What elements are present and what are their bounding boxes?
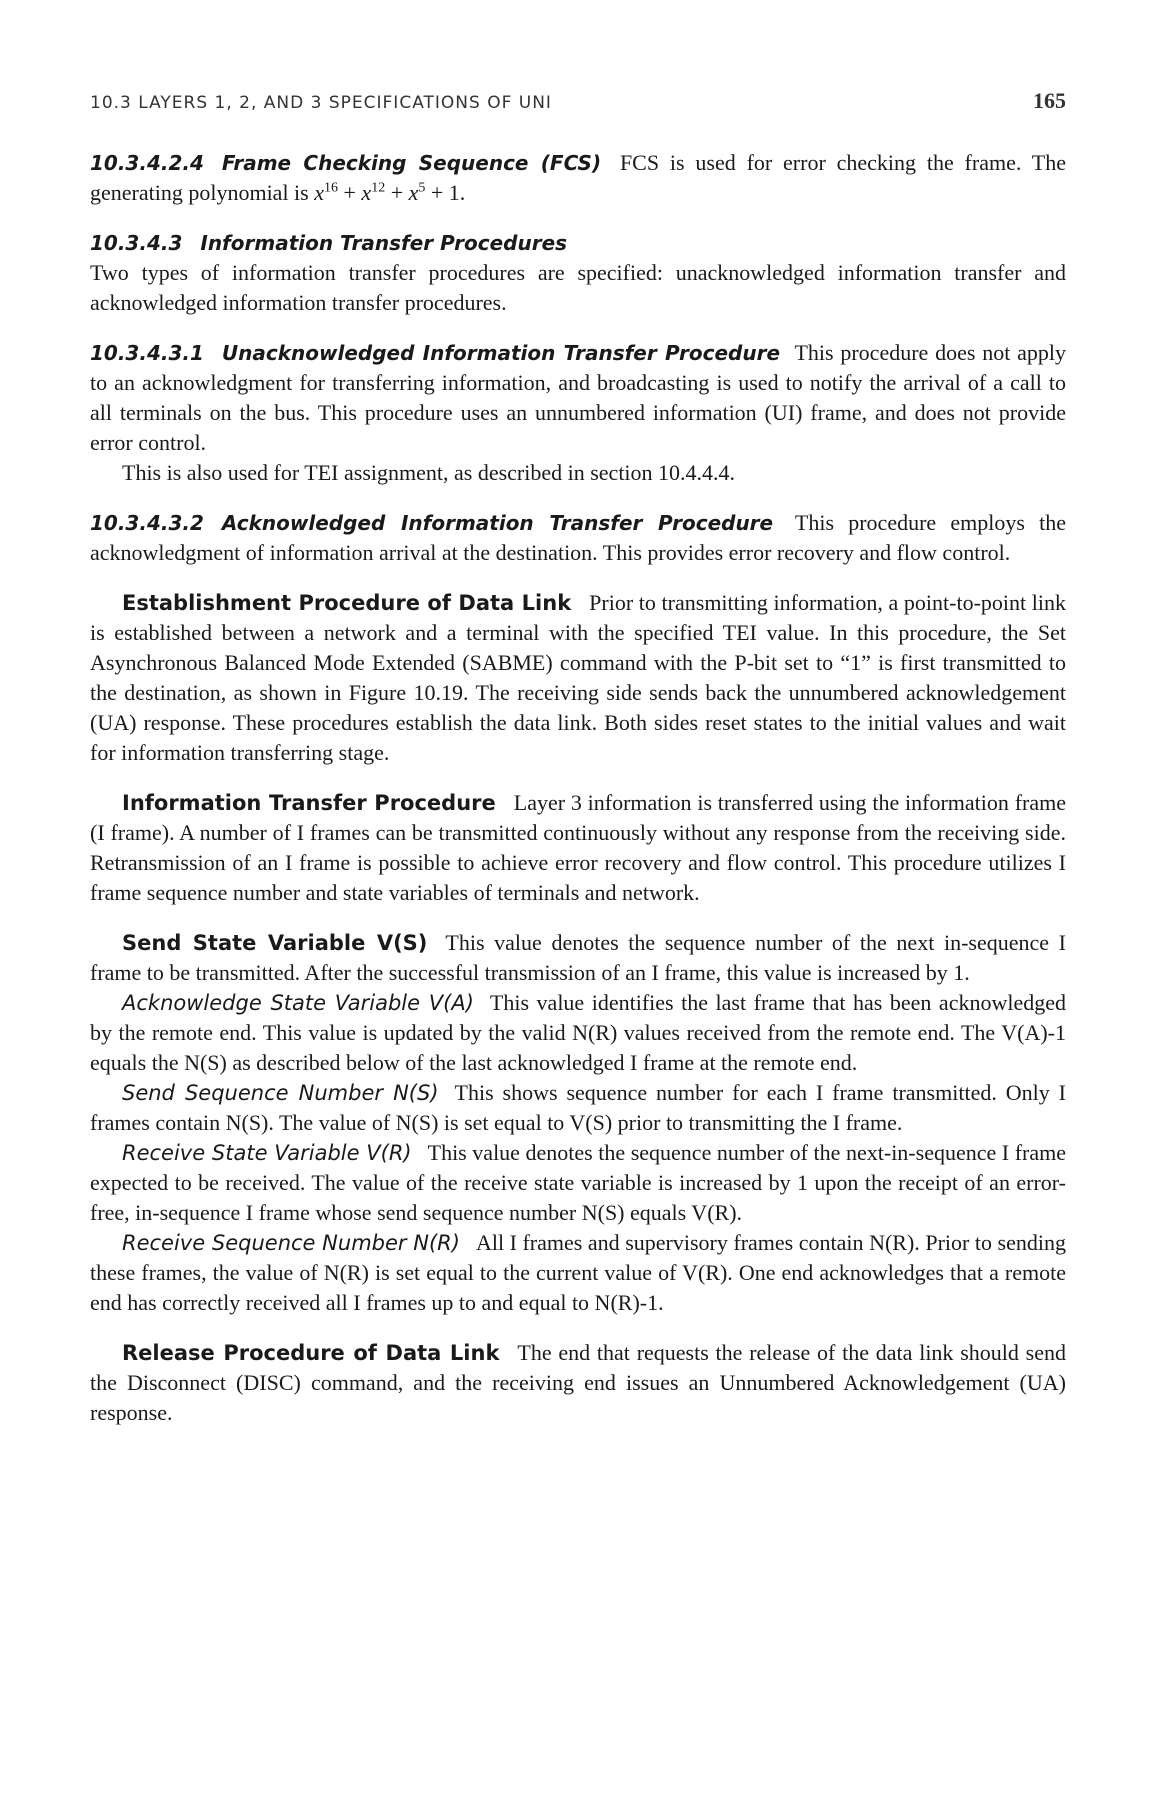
para-info-transfer — [90, 788, 1066, 908]
poly-plus: + — [338, 180, 362, 205]
para-text: The end that requests the release of the data link should send the Disconnect (DISC) command, and the receiving end issues an Unnumbered Acknowledgement (UA) response. — [90, 1340, 1066, 1425]
poly-x: x — [314, 180, 324, 205]
section-number: 10.3.4.3 — [90, 231, 183, 255]
page-number: 165 — [1033, 88, 1066, 113]
section-title: Information Transfer Procedures — [200, 231, 568, 255]
para-text: Layer 3 information is transferred using the information frame (I frame). A number of I frames can be transmitted continuously without any response from the receiving side. Retransmission of an I frame is possible to achieve error recovery and flow control. This procedure utilizes I frame sequence number and state variables of terminals and network. — [90, 790, 1066, 905]
poly-plus: + — [385, 180, 409, 205]
para-recv-state — [90, 1138, 1066, 1228]
section-number: 10.3.4.2.4 — [90, 151, 204, 175]
run-in-heading: Send Sequence Number N(S) — [122, 1081, 439, 1105]
para-text: This procedure does not apply to an acknowledgment for transferring information, and broadcasting is used to notify the arrival of a call to all terminals on the bus. This procedure uses an unnumbered information (UI) frame, and does not provide error control. — [90, 340, 1066, 455]
para-text: This value denotes the sequence number of the next in-sequence I frame to be transmitted. After the successful transmission of an I frame, this value is increased by 1. — [90, 930, 1066, 985]
run-in-heading: Send State Variable V(S) — [122, 931, 428, 955]
para-send-seq — [90, 1078, 1066, 1138]
para-uitp — [90, 338, 1066, 458]
section-number: 10.3.4.3.1 — [90, 341, 204, 365]
para-text: This procedure employs the acknowledgment of information arrival at the destination. This provides error recovery and flow control. — [90, 510, 1066, 565]
page-body — [90, 148, 1066, 1428]
section-header: 10.3 LAYERS 1, 2, AND 3 SPECIFICATIONS OF UNI — [90, 93, 552, 113]
para-ack-state — [90, 988, 1066, 1078]
poly-x: x — [361, 180, 372, 205]
para-send-state — [90, 928, 1066, 988]
para-fcs — [90, 148, 1066, 208]
para-recv-seq — [90, 1228, 1066, 1318]
para-text: This value denotes the sequence number of the next-in-sequence I frame expected to be received. The value of the receive state variable is increased by 1 upon the receipt of an error-free, in-sequence I frame whose send sequence number N(S) equals V(R). — [90, 1140, 1066, 1225]
para-text: FCS is used for error checking the frame. The generating polynomial is — [90, 150, 1066, 205]
section-title: Frame Checking Sequence (FCS) — [221, 151, 602, 175]
run-in-heading: Acknowledge State Variable V(A) — [122, 991, 474, 1015]
para-text: Prior to transmitting information, a point-to-point link is established between a network and a terminal with the specified TEI value. In this procedure, the Set Asynchronous Balanced Mode Extended (SABME) command with the P-bit set to “1” is first transmitted to the destination, as shown in Figure 10.19. The receiving side sends back the unnumbered acknowledgement (UA) response. These procedures establish the data link. Both sides reset states to the initial values and wait for information transferring stage. — [90, 590, 1067, 765]
para-itp: Two types of information transfer procedures are specified: unacknowledged information transfer and acknowledged information transfer procedures. — [90, 260, 1066, 315]
section-number: 10.3.4.3.2 — [90, 511, 204, 535]
para-text: This value identifies the last frame that has been acknowledged by the remote end. This value is updated by the valid N(R) values received from the remote end. The V(A)-1 equals the N(S) as described below of the last acknowledged I frame at the remote end. — [90, 990, 1066, 1075]
run-in-heading: Release Procedure of Data Link — [122, 1341, 500, 1365]
para-itp-heading — [90, 228, 1066, 258]
poly-exp: 12 — [371, 180, 386, 196]
para-establishment — [90, 588, 1066, 768]
poly-exp: 5 — [418, 180, 426, 196]
running-head — [90, 88, 1066, 114]
section-title: Acknowledged Information Transfer Procedure — [221, 511, 774, 535]
para-aitp — [90, 508, 1066, 568]
run-in-heading: Information Transfer Procedure — [122, 791, 496, 815]
para-release — [90, 1338, 1066, 1428]
poly-exp: 16 — [324, 180, 338, 196]
poly-x: x — [408, 180, 419, 205]
run-in-heading: Receive State Variable V(R) — [122, 1141, 412, 1165]
section-title: Unacknowledged Information Transfer Procedure — [221, 341, 781, 365]
run-in-heading: Receive Sequence Number N(R) — [122, 1231, 460, 1255]
para-uitp-2: This is also used for TEI assignment, as described in section 10.4.4.4. — [122, 460, 736, 485]
poly-tail: + 1. — [425, 180, 466, 205]
para-text: This shows sequence number for each I frame transmitted. Only I frames contain N(S). The value of N(S) is set equal to V(S) prior to transmitting the I frame. — [90, 1080, 1066, 1135]
run-in-heading: Establishment Procedure of Data Link — [122, 591, 572, 615]
para-text: All I frames and supervisory frames contain N(R). Prior to sending these frames, the value of N(R) is set equal to the current value of V(R). One end acknowledges that a remote end has correctly received all I frames up to and equal to N(R)-1. — [90, 1230, 1066, 1315]
